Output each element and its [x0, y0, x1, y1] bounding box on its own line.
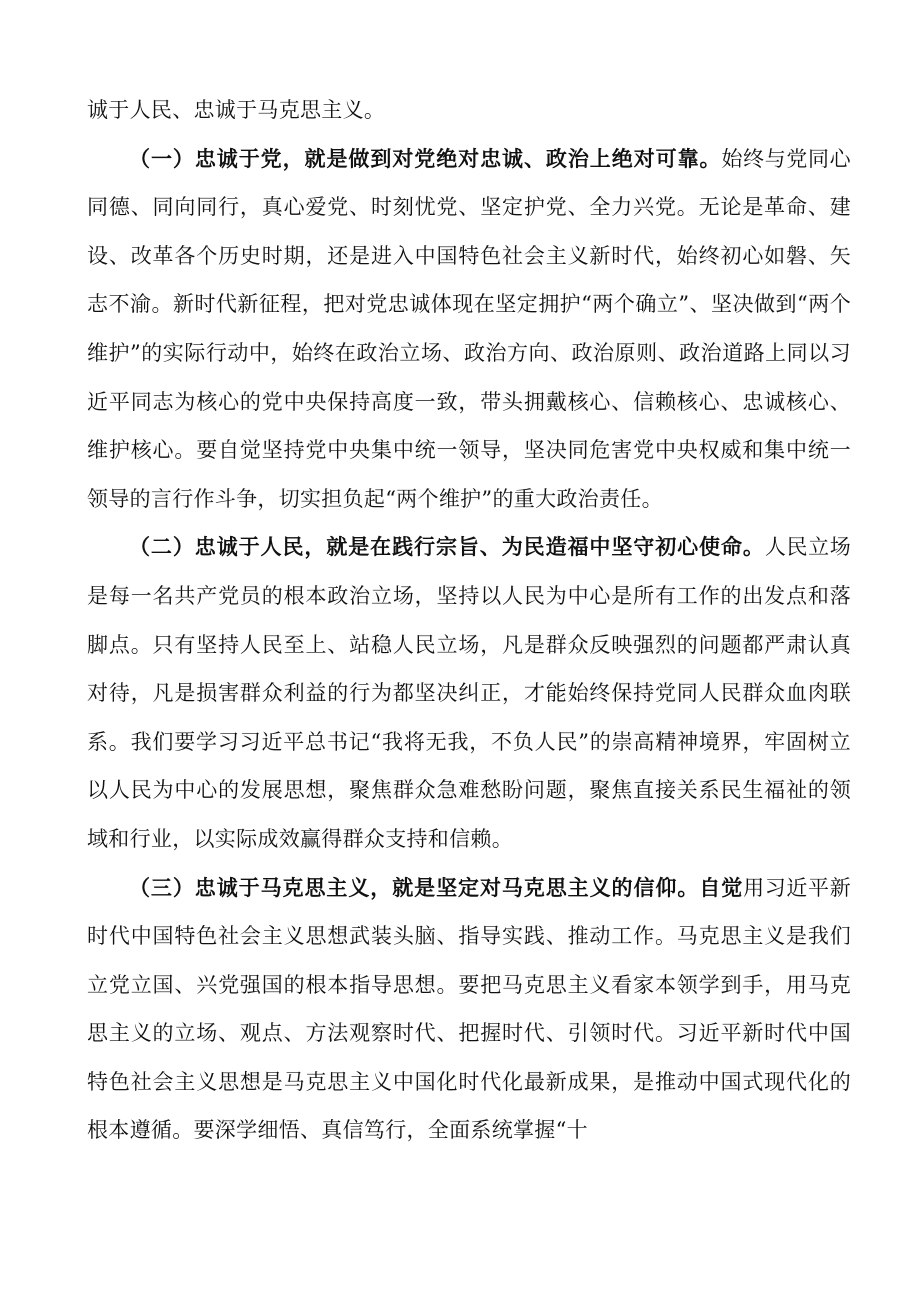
paragraph-text: 始终与党同心同德、同向同行，真心爱党、时刻忧党、坚定护党、全力兴党。无论是革命、建设、改革各个历史时期，还是进入中国特色社会主义新时代，始终初心如磐、矢志不渝。新时代新征程，把对党忠诚体现在坚定拥护“两个确立”、坚决做到“两个维护”的实际行动中，始终在政治立场、政治方向、政治原则、政治道路上同以习近平同志为核心的党中央保持高度一致，带头拥戴核心、信赖核心、忠诚核心、维护核心。要自觉坚持党中央集中统一领导，坚决同危害党中央权威和集中统一领导的言行作斗争，切实担负起“两个维护”的重大政治责任。 [87, 146, 851, 511]
paragraph-continuation [87, 86, 851, 135]
paragraph-text: 用习近平新时代中国特色社会主义思想武装头脑、指导实践、推动工作。马克思主义是我们立党立国、兴党强国的根本指导思想。要把马克思主义看家本领学到手，用马克思主义的立场、观点、方法观察时代、把握时代、引领时代。习近平新时代中国特色社会主义思想是马克思主义中国化时代化最新成果，是推动中国式现代化的根本遵循。要深学细悟、真信笃行，全面系统掌握“十 [87, 875, 851, 1143]
paragraph-text: 人民立场是每一名共产党员的根本政治立场，坚持以人民为中心是所有工作的出发点和落脚点。只有坚持人民至上、站稳人民立场，凡是群众反映强烈的问题都严肃认真对待，凡是损害群众利益的行为都坚决纠正，才能始终保持党同人民群众血肉联系。我们要学习习近平总书记“我将无我，不负人民”的崇高精神境界，牢固树立以人民为中心的发展思想，聚焦群众急难愁盼问题，聚焦直接关系民生福祉的领域和行业，以实际成效赢得群众支持和信赖。 [87, 535, 852, 851]
paragraph-loyal-to-party [87, 135, 851, 524]
paragraph-text: 诚于人民、忠诚于马克思主义。 [87, 98, 386, 122]
paragraph-heading: （二）忠诚于人民，就是在践行宗旨、为民造福中坚守初心使命。 [129, 535, 765, 560]
document-body [87, 86, 851, 1155]
paragraph-loyal-to-people [87, 523, 851, 863]
paragraph-heading: （三）忠诚于马克思主义，就是坚定对马克思主义的信仰。自觉 [129, 875, 744, 900]
paragraph-loyal-to-marxism [87, 864, 851, 1156]
paragraph-heading: （一）忠诚于党，就是做到对党绝对忠诚、政治上绝对可靠。 [129, 146, 722, 171]
